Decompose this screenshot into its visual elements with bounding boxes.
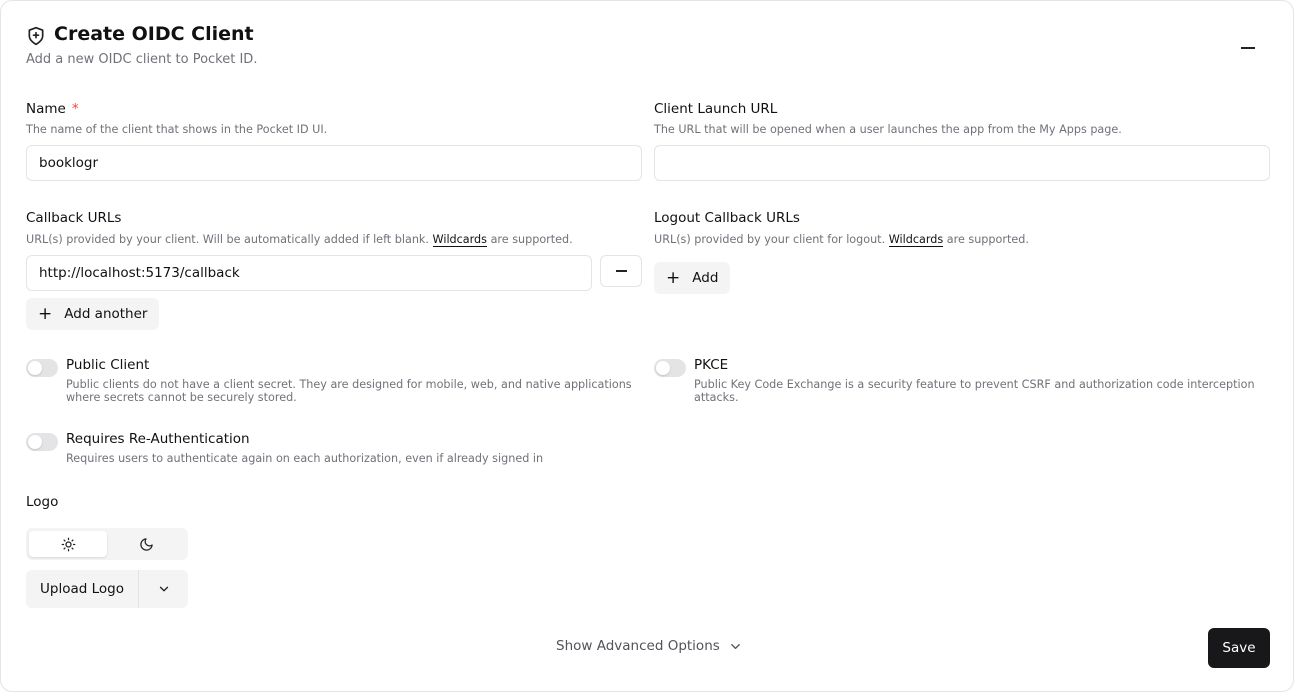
minus-icon [616,270,627,272]
launch-url-input[interactable] [654,145,1270,181]
advanced-label: Show Advanced Options [556,638,720,654]
logout-callback-urls-label: Logout Callback URLs [654,210,800,226]
upload-logo-button[interactable]: Upload Logo [26,570,139,608]
reauth-label: Requires Re-Authentication [66,431,250,447]
public-client-label: Public Client [66,357,150,373]
name-label [26,101,79,117]
remove-callback-url-button[interactable] [600,255,642,287]
callback-url-input[interactable] [26,255,592,291]
pkce-toggle[interactable] [654,359,686,377]
add-logout-callback-url-button[interactable] [654,262,730,294]
name-label-text: Name [26,101,66,117]
plus-icon: + [666,267,681,288]
public-client-toggle[interactable] [26,359,58,377]
logout-desc-suffix: are supported. [946,233,1029,246]
add-logout-url-label: Add [692,270,719,286]
dark-theme-option[interactable] [107,531,185,557]
upload-logo-group [26,570,188,608]
chevron-down-icon [157,582,171,596]
collapse-button[interactable] [1233,33,1263,63]
logo-label: Logo [26,494,59,510]
reauth-toggle[interactable] [26,433,58,451]
reauth-description: Requires users to authenticate again on each authorization, even if already signed in [66,452,544,465]
add-callback-url-label: Add another [64,306,148,322]
save-button[interactable]: Save [1208,628,1270,668]
callback-url-value: http://localhost:5173/callback [39,265,240,281]
wildcards-link[interactable]: Wildcards [432,233,487,246]
callback-urls-label: Callback URLs [26,210,122,226]
plus-icon: + [38,303,53,324]
moon-icon [139,537,154,552]
logout-desc-text: URL(s) provided by your client for logout. [654,233,886,246]
sun-icon [61,537,76,552]
add-callback-url-button[interactable] [26,298,159,330]
name-input[interactable] [26,145,642,181]
show-advanced-options-button[interactable] [556,638,743,654]
required-marker: * [71,101,79,117]
logo-theme-switch [26,528,188,560]
upload-logo-dropdown[interactable] [139,570,188,608]
public-client-description: Public clients do not have a client secret. They are designed for mobile, web, and native applications where secrets cannot be securely stored. [66,378,632,404]
logout-wildcards-link[interactable]: Wildcards [888,233,944,246]
page-title: Create OIDC Client [54,23,254,45]
name-description: The name of the client that shows in the Pocket ID UI. [26,123,328,136]
light-theme-option[interactable] [29,531,107,557]
minus-icon [1241,47,1255,49]
page-subtitle: Add a new OIDC client to Pocket ID. [26,52,258,67]
pkce-label: PKCE [694,357,729,373]
logout-callback-urls-description [654,233,1029,246]
callback-desc-suffix: are supported. [490,233,573,246]
launch-url-label: Client Launch URL [654,101,778,117]
name-input-value: booklogr [39,155,99,171]
launch-url-description: The URL that will be opened when a user launches the app from the My Apps page. [654,123,1122,136]
callback-urls-description [26,233,573,246]
callback-desc-text: URL(s) provided by your client. Will be automatically added if left blank. [26,233,429,246]
pkce-description: Public Key Code Exchange is a security feature to prevent CSRF and authorization code interception attacks. [694,378,1255,404]
shield-plus-icon [26,26,46,46]
chevron-down-icon [728,639,743,654]
